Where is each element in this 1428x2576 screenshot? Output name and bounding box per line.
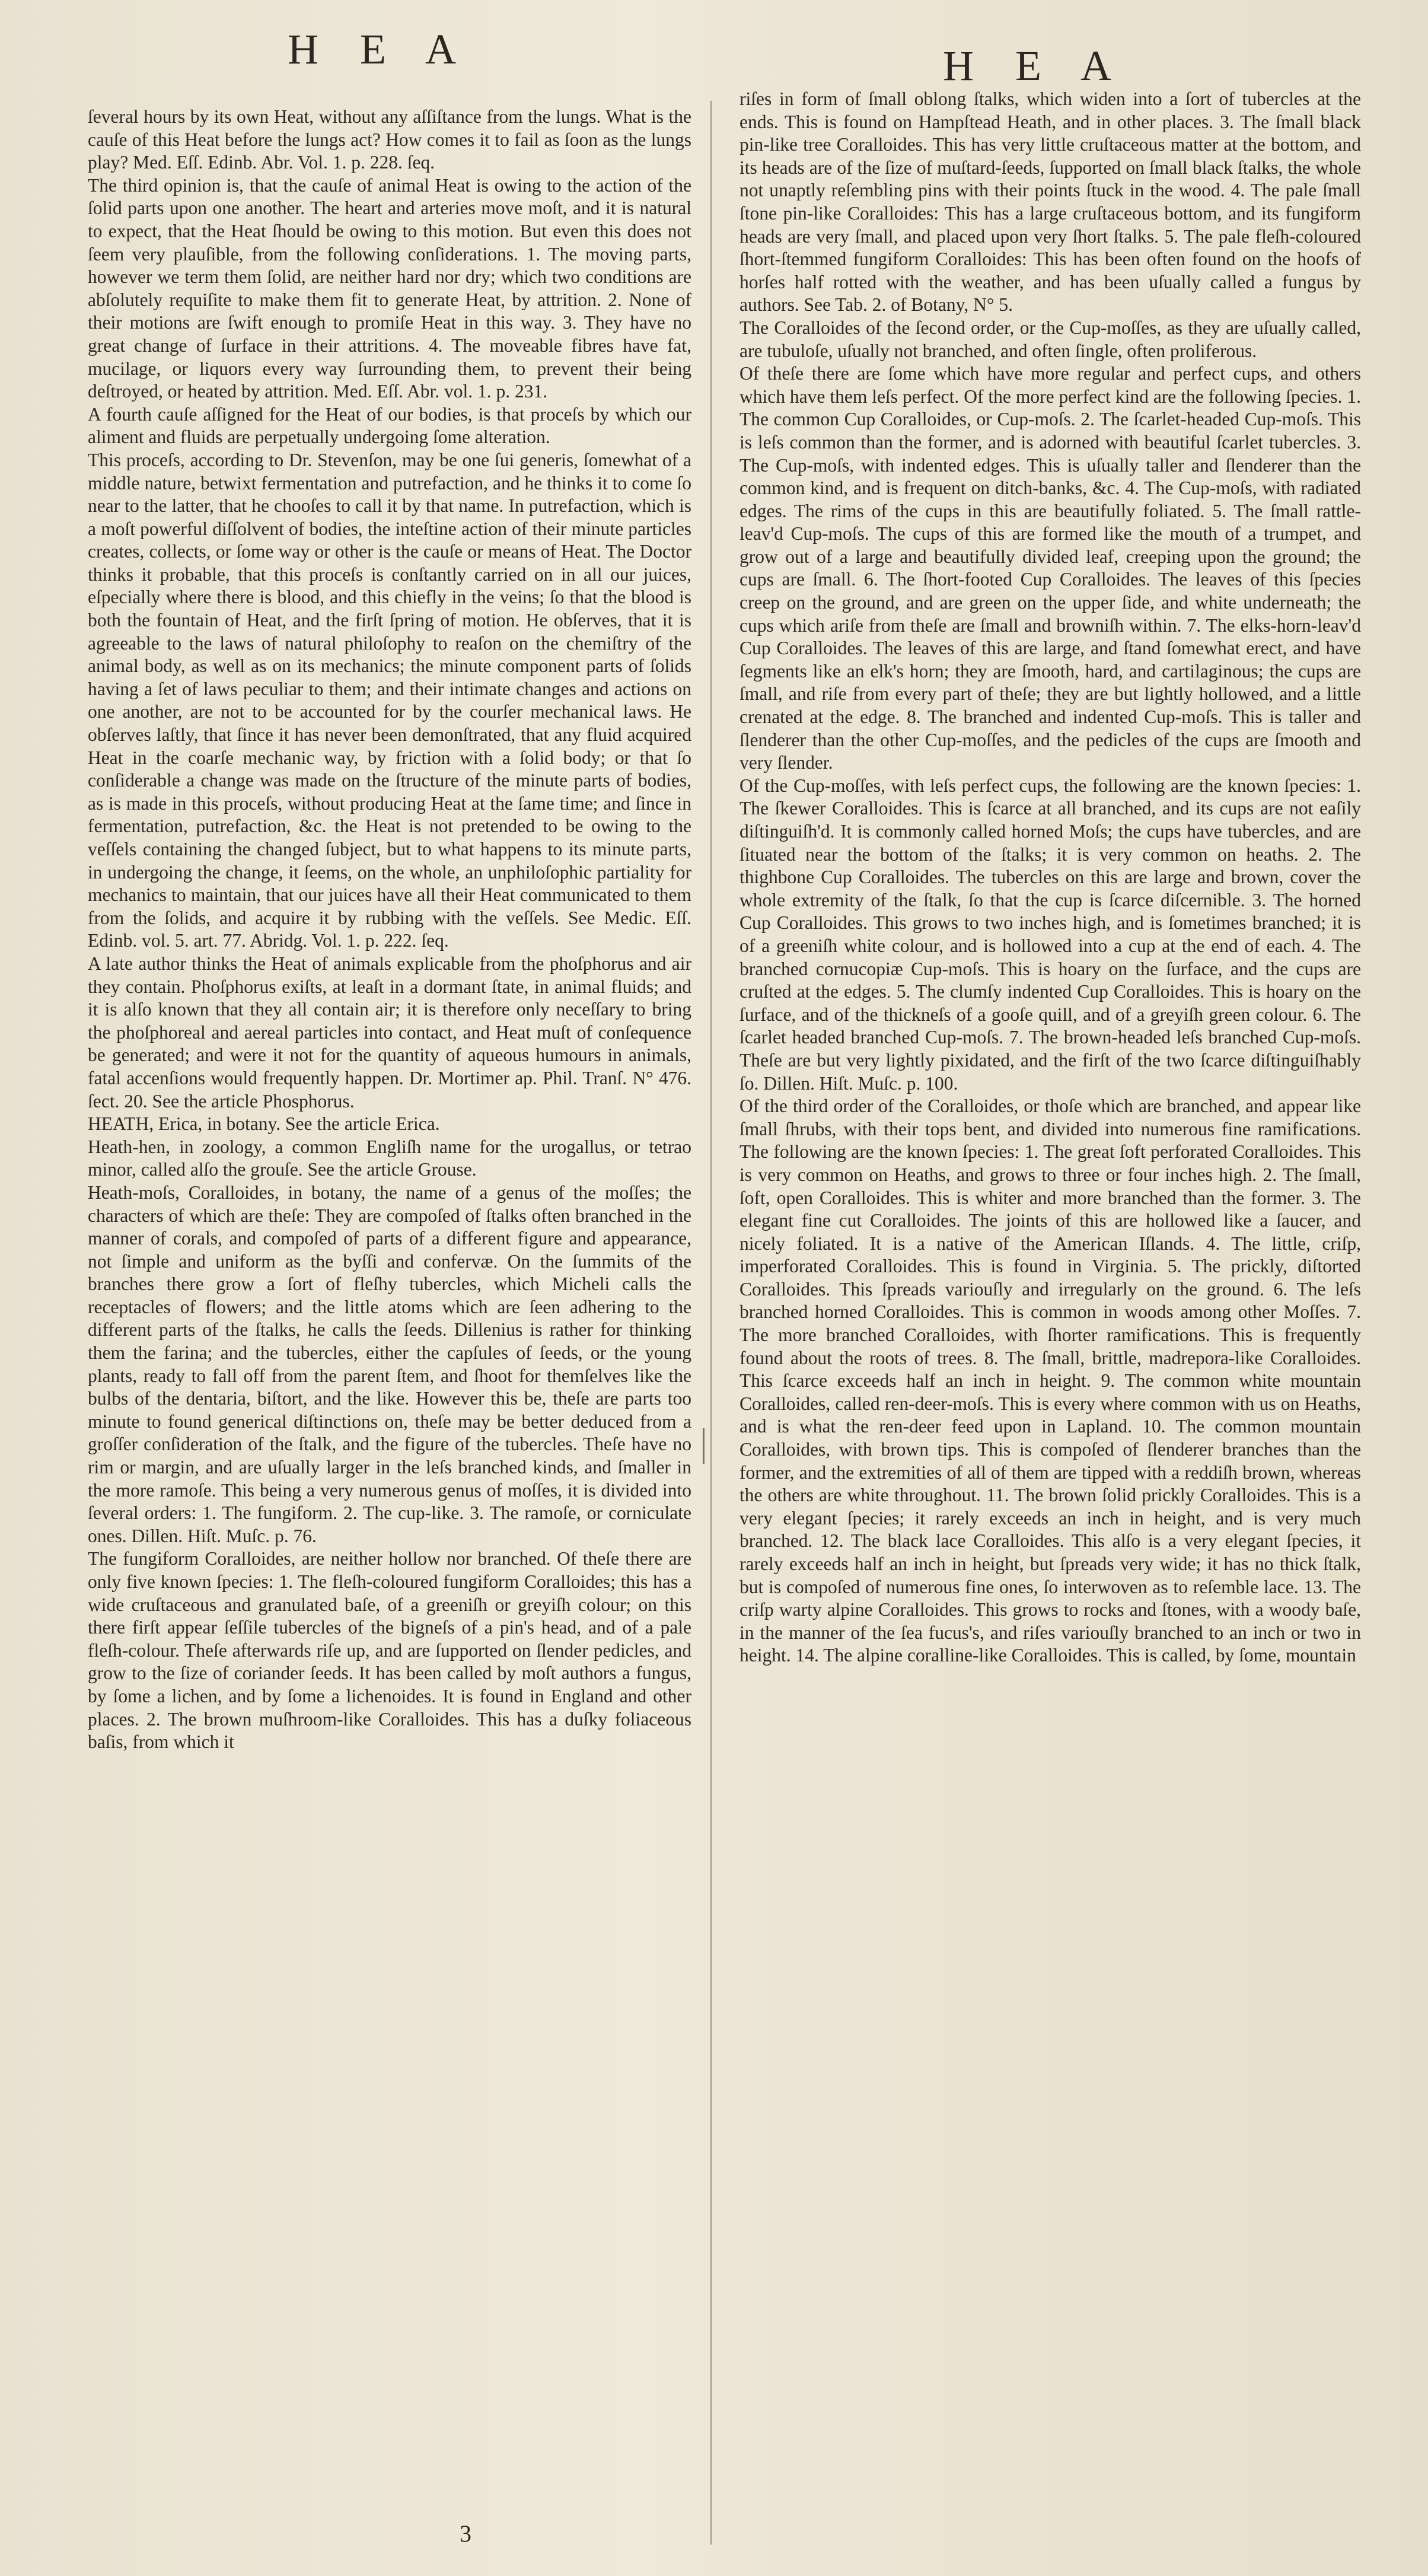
running-head-right: H E A — [943, 42, 1127, 90]
paragraph: The third opinion is, that the cauſe of animal Heat is owing to the action of the ſolid parts upon one another. The heart and arteries move moſt, and it is natural to expect, that the Heat ſhould be owing to this motion. But even this does not ſeem very plauſible, from the following conſiderations. 1. The moving parts, however we term them ſolid, are neither hard nor dry; which two conditions are abſolutely requiſite to make them fit to generate Heat, by attrition. 2. None of their motions are ſwift enough to promiſe Heat in this way. 3. They have no great change of ſurface in their attritions. 4. The moveable fibres have fat, mucilage, or liquors every way ſurrounding them, to prevent their being deſtroyed, or heated by attrition. Med. Eſſ. Abr. vol. 1. p. 231. — [88, 174, 691, 402]
paragraph: This proceſs, according to Dr. Stevenſon, may be one ſui generis, ſomewhat of a middle nature, betwixt fermentation and putrefaction, and he thinks it to come ſo near to the latter, that he chooſes to call it by that name. In putrefaction, which is a moſt powerful diſſolvent of bodies, the inteſtine action of their minute particles creates, collects, or ſome way or other is the cauſe or means of Heat. The Doctor thinks it probable, that this proceſs is conſtantly carried on in all our juices, eſpecially where there is blood, and this chiefly in the veins; ſo that the blood is both the fountain of Heat, and the firſt ſpring of motion. He obſerves, that it is agreeable to the laws of natural philoſophy to reaſon on the chemiſtry of the animal body, as well as on its mechanics; the minute component parts of ſolids having a ſet of laws peculiar to them; and their intimate changes and actions on one another, are not to be accounted for by the courſer mechanical laws. He obſerves laſtly, that ſince it has never been demonſtrated, that any fluid acquired Heat in the coarſe mechanic way, by friction with a ſolid body; or that ſo conſiderable a change was made on the ſtructure of the minute parts of bodies, as is made in this proceſs, without producing Heat at the ſame time; and ſince in fermentation, putrefaction, &c. the Heat is not pretended to be owing to the veſſels containing the changed ſubject, but to what happens to its minute parts, in undergoing the change, it ſeems, on the whole, an unphiloſophic partiality for mechanics to maintain, that our juices have all their Heat communicated to them from the ſolids, and acquire it by rubbing with the veſſels. See Medic. Eſſ. Edinb. vol. 5. art. 77. Abridg. Vol. 1. p. 222. ſeq. — [88, 449, 691, 951]
right-column — [740, 88, 1361, 1667]
margin-mark — [703, 1428, 705, 1464]
left-column — [88, 106, 691, 1754]
paragraph: Of theſe there are ſome which have more regular and perfect cups, and others which have them leſs perfect. Of the more perfect kind are the following ſpecies. 1. The common Cup Coralloides, or Cup-moſs. 2. The ſcarlet-headed Cup-moſs. This is leſs common than the former, and is adorned with beautiful ſcarlet tubercles. 3. The Cup-moſs, with indented edges. This is uſually taller and ſlenderer than the common kind, and is frequent on ditch-banks, &c. 4. The Cup-moſs, with radiated edges. The rims of the cups in this are beautifully foliated. 5. The ſmall rattle-leav'd Cup-moſs. The cups of this are formed like the mouth of a trumpet, and grow out of a large and beautifully divided leaf, creeping upon the ground; the cups are ſmall. 6. The ſhort-footed Cup Coralloides. The leaves of this ſpecies creep on the ground, and are green on the upper ſide, and white underneath; the cups which ariſe from theſe are ſmall and browniſh within. 7. The elks-horn-leav'd Cup Coralloides. The leaves of this are large, and ſtand ſomewhat erect, and have ſegments like an elk's horn; they are ſmooth, hard, and cartilaginous; the cups are ſmall, and riſe from every part of theſe; they are but lightly hollowed, and a little crenated at the edge. 8. The branched and indented Cup-moſs. This is taller and ſlenderer than the other Cup-moſſes, and the pedicles of the cups are ſmooth and very ſlender. — [740, 363, 1361, 773]
column-divider — [710, 101, 712, 2545]
paragraph: riſes in form of ſmall oblong ſtalks, which widen into a ſort of tubercles at the ends. This is found on Hampſtead Heath, and in other places. 3. The ſmall black pin-like tree Coralloides. This has very little cruſtaceous matter at the bottom, and its heads are of the ſize of muſtard-ſeeds, ſupported on ſmall black ſtalks, the whole not unaptly reſembling pins with their points ſtuck in the wood. 4. The pale ſmall ſtone pin-like Coralloides: This has a large cruſtaceous bottom, and its fungiform heads are very ſmall, and placed upon very ſhort ſtalks. 5. The pale fleſh-coloured ſhort-ſtemmed fungiform Coralloides: This has been often found on the hoofs of horſes half rotted with the weather, and has been uſually called a fungus by authors. See Tab. 2. of Botany, N° 5. — [740, 88, 1361, 316]
entry-heath-hen: Heath-hen, in zoology, a common Engliſh name for the urogallus, or tetrao minor, called alſo the grouſe. See the article Grouse. — [88, 1136, 691, 1180]
paragraph: The Coralloides of the ſecond order, or the Cup-moſſes, as they are uſually called, are tubuloſe, uſually not branched, and often ſingle, often proliferous. — [740, 317, 1361, 361]
paragraph: A fourth cauſe aſſigned for the Heat of our bodies, is that proceſs by which our aliment and fluids are perpetually undergoing ſome alteration. — [88, 403, 691, 448]
paragraph: ſeveral hours by its own Heat, without any aſſiſtance from the lungs. What is the cauſe of this Heat before the lungs act? How comes it to fail as ſoon as the lungs play? Med. Eſſ. Edinb. Abr. Vol. 1. p. 228. ſeq. — [88, 106, 691, 173]
page-number: 3 — [460, 2520, 471, 2547]
paragraph: Of the third order of the Coralloides, or thoſe which are branched, and appear like ſmall ſhrubs, with their tops bent, and divided into numerous fine ramifications. The following are the known ſpecies: 1. The great ſoft perforated Coralloides. This is very common on Heaths, and grows to three or four inches high. 2. The ſmall, ſoft, open Coralloides. This is whiter and more branched than the former. 3. The elegant fine cut Coralloides. The joints of this are hollowed like a ſaucer, and nicely foliated. It is a native of the American Iſlands. 4. The little, criſp, imperforated Coralloides. This is found in Virginia. 5. The prickly, diſtorted Coralloides. This ſpreads variouſly and irregularly on the ground. 6. The leſs branched horned Coralloides. This is common in woods among other Moſſes. 7. The more branched Coralloides, with ſhorter ramifications. This is frequently found about the roots of trees. 8. The ſmall, brittle, madrepora-like Coralloides. This ſcarce exceeds half an inch in height. 9. The common white mountain Coralloides, called ren-deer-moſs. This is every where common with us on Heaths, and is what the ren-deer feed upon in Lapland. 10. The common mountain Coralloides, with brown tips. This is compoſed of ſlenderer branches than the former, and the extremities of all of them are tipped with a reddiſh brown, whereas the others are white throughout. 11. The brown ſolid prickly Coralloides. This is a very elegant ſpecies; it rarely exceeds an inch in height, and is very much branched. 12. The black lace Coralloides. This alſo is a very elegant ſpecies, it rarely exceeds half an inch in height, but ſpreads very wide; it has no thick ſtalk, but is compoſed of numerous fine ones, ſo interwoven as to reſemble lace. 13. The criſp warty alpine Coralloides. This grows to rocks and ſtones, with a woody baſe, in the manner of the ſea fucus's, and riſes variouſly branched to an inch or two in height. 14. The alpine coralline-like Coralloides. This is called, by ſome, mountain — [740, 1096, 1361, 1666]
paragraph: Of the Cup-moſſes, with leſs perfect cups, the following are the known ſpecies: 1. The ſkewer Coralloides. This is ſcarce at all branched, and its cups are not eaſily diſtinguiſh'd. It is commonly called horned Moſs; the cups have tubercles, and are ſituated near the bottom of the ſtalks; it is very common on heaths. 2. The thighbone Cup Coralloides. The tubercles on this are large and brown, cover the whole extremity of the ſtalk, ſo that the cup is ſcarce diſcernible. 3. The horned Cup Coralloides. This grows to two inches high, and is ſometimes branched; it is of a greeniſh white colour, and is hollowed into a cup at the end of each. 4. The branched cornucopiæ Cup-moſs. This is hoary on the ſurface, and the cups are cruſted at the edges. 5. The clumſy indented Cup Coralloides. This is hoary on the ſurface, and of the thickneſs of a gooſe quill, and of a greyiſh green colour. 6. The ſcarlet headed branched Cup-moſs. 7. The brown-headed leſs branched Cup-moſs. Theſe are but very lightly pixidated, and the firſt of the two ſcarce diſtinguiſhably ſo. Dillen. Hiſt. Muſc. p. 100. — [740, 775, 1361, 1094]
paragraph: A late author thinks the Heat of animals explicable from the phoſphorus and air they contain. Phoſphorus exiſts, at leaſt in a dormant ſtate, in animal fluids; and it is alſo known that they all contain air; it is therefore only neceſſary to bring the phoſphoreal and aereal particles into contact, and Heat muſt of conſequence be generated; and were it not for the quantity of aqueous humours in animals, fatal accenſions would frequently happen. Dr. Mortimer ap. Phil. Tranſ. N° 476. ſect. 20. See the article Phosphorus. — [88, 953, 691, 1112]
running-head-left: H E A — [288, 26, 471, 73]
entry-heath: HEATH, Erica, in botany. See the article Erica. — [88, 1113, 440, 1135]
paragraph: The fungiform Coralloides, are neither hollow nor branched. Of theſe there are only five known ſpecies: 1. The fleſh-coloured fungiform Coralloides; this has a wide cruſtaceous and granulated baſe, of a greeniſh or greyiſh colour; on this there firſt appear ſeſſile tubercles of the bigneſs of a pin's head, and of a pale fleſh-colour. Theſe afterwards riſe up, and are ſupported on ſlender pedicles, and grow to the ſize of coriander ſeeds. It has been called by moſt authors a fungus, by ſome a lichen, and by ſome a lichenoides. It is found in England and other places. 2. The brown muſhroom-like Coralloides. This has a duſky foliaceous baſis, from which it — [88, 1548, 691, 1753]
entry-heath-moss: Heath-moſs, Coralloides, in botany, the name of a genus of the moſſes; the characters of which are theſe: They are compoſed of ſtalks often branched in the manner of corals, and compoſed of parts of a different figure and appearance, not ſimple and uniform as the byſſi and confervæ. On the ſummits of the branches there grow a ſort of fleſhy tubercles, which Micheli calls the receptacles of flowers; and the little atoms which are ſeen adhering to the different parts of the ſtalks, he calls the ſeeds. Dillenius is rather for thinking them the farina; and the tubercles, either the capſules of ſeeds, or the young plants, ready to fall off from the parent ſtem, and ſhoot for themſelves like the bulbs of the dentaria, biſtort, and the like. However this be, theſe are parts too minute to found generical diſtinctions on, theſe may be better deduced from a groſſer conſideration of the ſtalk, and the figure of the tubercles. Theſe have no rim or margin, and are uſually larger in the leſs branched kinds, and ſmaller in the more ramoſe. This being a very numerous genus of moſſes, it is divided into ſeveral orders: 1. The fungiform. 2. The cup-like. 3. The ramoſe, or corniculate ones. Dillen. Hiſt. Muſc. p. 76. — [88, 1182, 691, 1546]
